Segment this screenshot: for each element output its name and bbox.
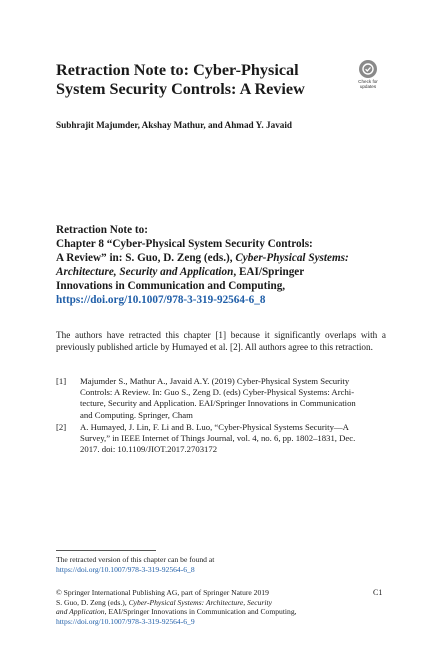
footnote-doi-link[interactable]: https://doi.org/10.1007/978-3-319-92564-6_8 xyxy=(56,564,195,574)
reference-line: A. Humayed, J. Lin, F. Li and B. Luo, “Cyber-Physical Systems Security—A xyxy=(80,422,349,432)
book-title-part-1: Cyber-Physical Systems: xyxy=(235,252,349,265)
chapter-title xyxy=(56,61,346,99)
reference-line: Controls: A Review. In: Guo S., Zeng D. (eds) Cyber-Physical Systems: Archi- xyxy=(80,387,355,398)
retraction-note-line-3a: A Review” in: S. Guo, D. Zeng (eds.), xyxy=(56,252,236,265)
retraction-note-line-4b: , EAI/Springer xyxy=(233,266,305,279)
copyright-book-title-2: and Application xyxy=(56,607,105,617)
title-line-1: Retraction Note to: Cyber-Physical xyxy=(56,61,299,79)
reference-number: [2] xyxy=(56,422,67,432)
copyright-book-title-1: Cyber-Physical Systems: Architecture, Security xyxy=(128,597,272,607)
footnote xyxy=(56,555,214,574)
badge-line-2: updates xyxy=(359,84,377,89)
retraction-note-heading: Retraction Note to: xyxy=(56,224,148,236)
copyright-line-1: © Springer International Publishing AG, part of Springer Nature 2019 xyxy=(56,588,269,597)
reference-line: Survey,” in IEEE Internet of Things Journal, vol. 4, no. 6, pp. 1802–1831, Dec. xyxy=(80,433,356,444)
reference-line: Majumder S., Mathur A., Javaid A.Y. (2019) Cyber-Physical System Security xyxy=(80,376,350,386)
copyright-line-2 xyxy=(56,598,297,608)
reference-line: and Computing. Springer, Cham xyxy=(80,409,193,420)
retraction-note-line-2: Chapter 8 “Cyber-Physical System Security Controls: xyxy=(56,238,313,251)
check-for-updates-icon xyxy=(359,60,377,78)
retraction-note-line-5: Innovations in Communication and Computing, xyxy=(56,280,286,293)
reference-line: 2017. doi: 10.1109/JIOT.2017.2703172 xyxy=(80,444,218,455)
copyright-doi-link[interactable]: https://doi.org/10.1007/978-3-319-92564-6_9 xyxy=(56,616,195,626)
reference-number: [1] xyxy=(56,376,67,386)
author-list: Subhrajit Majumder, Akshay Mathur, and Ahmad Y. Javaid xyxy=(56,120,293,130)
check-for-updates-badge[interactable] xyxy=(353,60,383,94)
reference-item xyxy=(80,422,386,456)
retraction-body-text: The authors have retracted this chapter [1] because it significantly overlaps with a previously published article by Humayed et al. [2]. All authors agree to this retraction. xyxy=(56,330,386,352)
retraction-doi-link[interactable]: https://doi.org/10.1007/978-3-319-92564-6_8 xyxy=(56,294,266,307)
page-number: C1 xyxy=(373,588,383,597)
reference-item xyxy=(80,376,386,421)
copyright-line-2a: S. Guo, D. Zeng (eds.), xyxy=(56,597,129,607)
title-line-2: System Security Controls: A Review xyxy=(56,80,305,98)
reference-line: tecture, Security and Application. EAI/Springer Innovations in Communication xyxy=(80,398,356,409)
badge-line-1: Check for xyxy=(358,79,378,84)
retraction-note-heading-block xyxy=(56,223,386,308)
retraction-note-line-3 xyxy=(56,251,386,265)
footnote-divider xyxy=(56,550,156,551)
copyright-block xyxy=(56,588,297,626)
book-title-part-2: Architecture, Security and Application xyxy=(56,266,234,279)
copyright-line-3 xyxy=(56,607,297,617)
footnote-text: The retracted version of this chapter can be found at xyxy=(56,555,215,564)
retraction-note-line-4 xyxy=(56,265,386,279)
copyright-line-3b: , EAI/Springer Innovations in Communication and Computing, xyxy=(104,607,297,617)
